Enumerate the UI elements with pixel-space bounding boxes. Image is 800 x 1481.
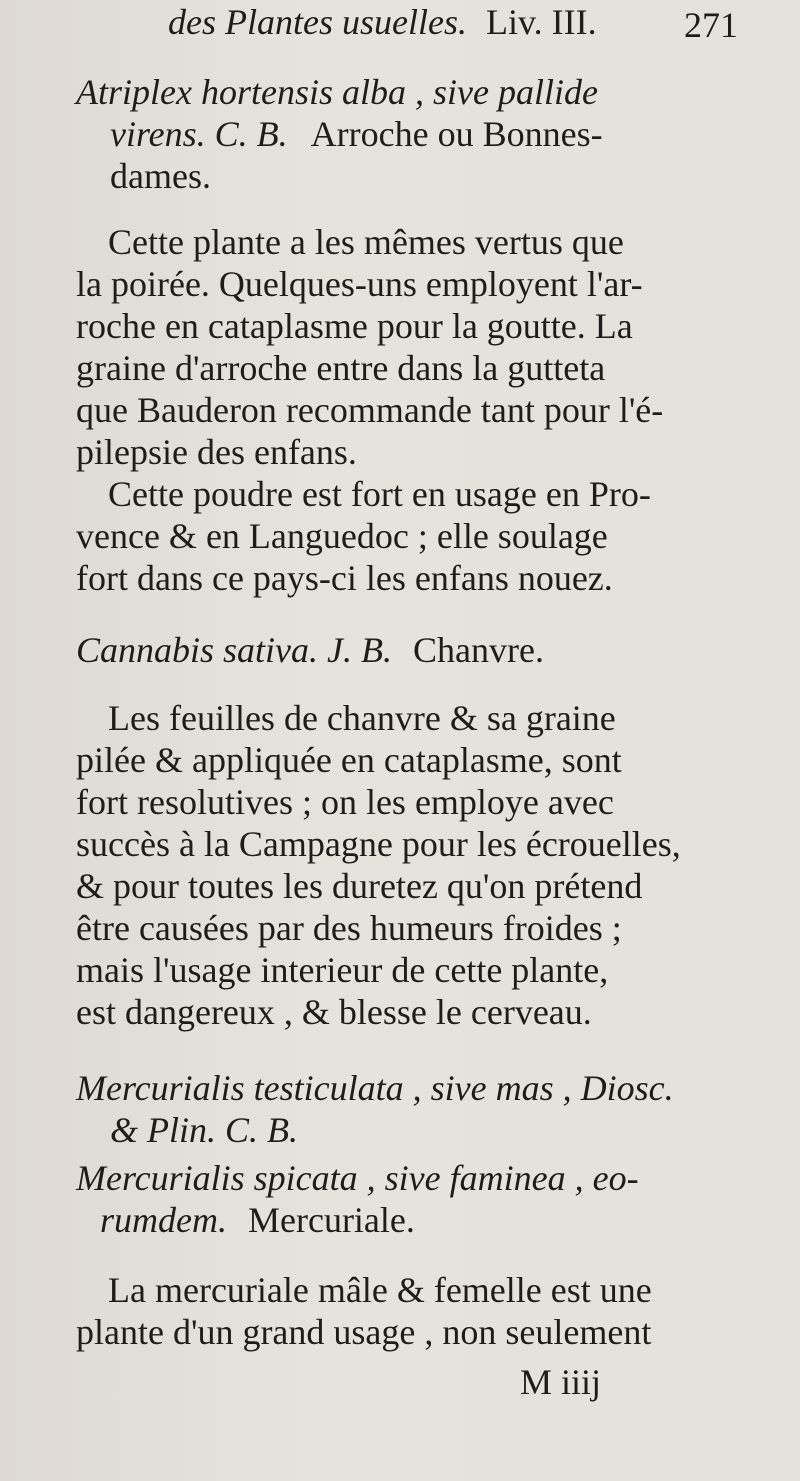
body-line: & pour toutes les duretez qu'on prétend	[76, 866, 643, 906]
body-line: Les feuilles de chanvre & sa graine	[108, 698, 616, 738]
entry-heading-common: Chanvre.	[412, 630, 544, 670]
entry-heading-common: Mercuriale.	[247, 1200, 415, 1240]
body-line: mais l'usage interieur de cette plante,	[76, 950, 609, 990]
running-header	[168, 2, 597, 42]
entry-heading-line: Atriplex hortensis alba , sive pallide	[76, 72, 598, 112]
body-line: que Bauderon recommande tant pour l'é-	[76, 390, 664, 430]
body-line: plante d'un grand usage , non seulement	[76, 1312, 652, 1352]
running-title-roman: Liv. III.	[485, 2, 597, 42]
body-line: Cette plante a les mêmes vertus que	[108, 222, 624, 262]
entry-heading-line: Mercurialis testiculata , sive mas , Diosc.	[76, 1068, 674, 1108]
entry-heading-line: & Plin. C. B.	[110, 1110, 298, 1150]
signature-mark: M iiij	[520, 1362, 602, 1402]
body-line: graine d'arroche entre dans la gutteta	[76, 348, 606, 388]
body-line: pilepsie des enfans.	[76, 432, 357, 472]
entry-heading-latin: Cannabis sativa. J. B.	[76, 630, 392, 670]
body-line: fort dans ce pays-ci les enfans nouez.	[76, 558, 613, 598]
body-line: La mercuriale mâle & femelle est une	[108, 1270, 652, 1310]
entry-heading-common: Arroche ou Bonnes-	[310, 114, 603, 154]
entry-heading-line	[76, 630, 544, 670]
body-line: la poirée. Quelques-uns employent l'ar-	[76, 264, 643, 304]
running-title-italic: des Plantes usuelles.	[168, 2, 467, 42]
body-line: pilée & appliquée en cataplasme, sont	[76, 740, 622, 780]
entry-heading-line: Mercurialis spicata , sive faminea , eo-	[76, 1158, 639, 1198]
entry-heading-line	[100, 1200, 415, 1240]
entry-heading-latin: virens. C. B.	[110, 114, 288, 154]
body-line: être causées par des humeurs froides ;	[76, 908, 622, 948]
body-line: Cette poudre est fort en usage en Pro-	[108, 474, 651, 514]
entry-heading-latin: rumdem.	[100, 1200, 227, 1240]
body-line: fort resolutives ; on les employe avec	[76, 782, 614, 822]
body-line: roche en cataplasme pour la goutte. La	[76, 306, 633, 346]
body-line: est dangereux , & blesse le cerveau.	[76, 992, 592, 1032]
entry-heading-line	[110, 114, 736, 154]
body-line: vence & en Languedoc ; elle soulage	[76, 516, 608, 556]
entry-heading-line: dames.	[110, 156, 211, 196]
body-line: succès à la Campagne pour les écrouelles,	[76, 824, 681, 864]
page-number: 271	[684, 5, 738, 45]
